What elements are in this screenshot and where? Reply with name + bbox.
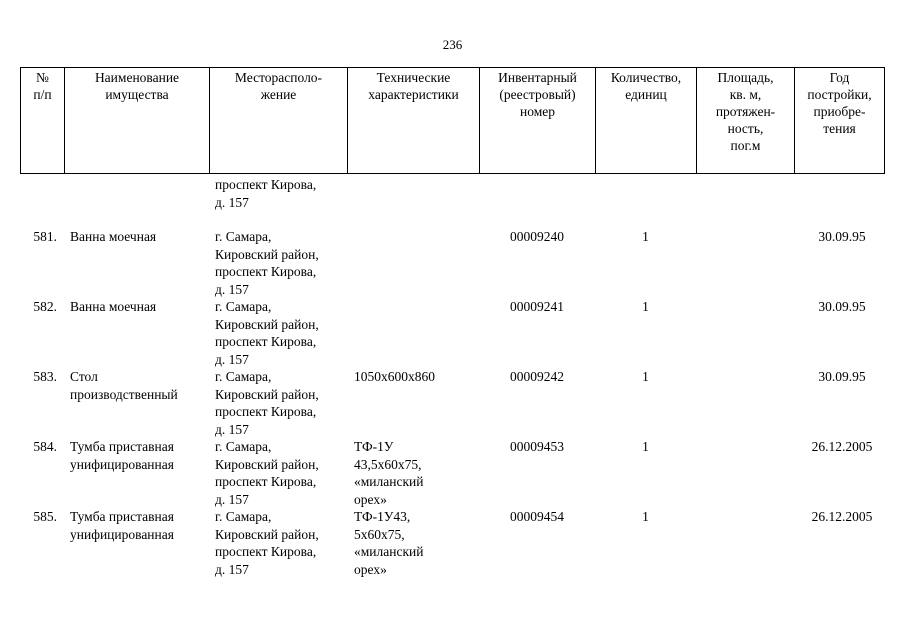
cell-inventory: 00009453: [510, 439, 564, 454]
table-body: [20, 176, 884, 578]
cell-tech: [347, 228, 479, 298]
cell-name: Стол производственный: [70, 369, 178, 402]
cell-inventory: 00009454: [510, 509, 564, 524]
cell-name: Тумба приставная унифицированная: [70, 509, 174, 542]
cell-number: 585.: [33, 509, 57, 524]
cell-number: 583.: [33, 369, 57, 384]
cell-number: 582.: [33, 299, 57, 314]
cell-year: 26.12.2005: [811, 439, 873, 454]
cell-year: 30.09.95: [818, 369, 866, 384]
cell-name: Ванна моечная: [70, 299, 157, 314]
cell-location: г. Самара, Кировский район, проспект Кирова, д. 157: [215, 369, 319, 437]
cell-tech: 1050х600х860: [354, 369, 435, 384]
cell-inventory: 00009241: [510, 299, 564, 314]
table-header: [20, 67, 885, 174]
cell-quantity: 1: [642, 509, 649, 524]
cell-inventory: 00009242: [510, 369, 564, 384]
header-col-number: № п/п: [21, 68, 65, 174]
cell-number: 581.: [33, 229, 57, 244]
cell-location: г. Самара, Кировский район, проспект Кирова, д. 157: [215, 439, 319, 507]
cell-year: 26.12.2005: [811, 509, 873, 524]
cell-quantity: 1: [642, 299, 649, 314]
cell-area: [696, 438, 794, 508]
table-row: [20, 368, 884, 438]
table-row: [20, 508, 884, 578]
cell-area: [696, 298, 794, 368]
header-col-quantity: Количество, единиц: [596, 68, 697, 174]
cell-tech: [347, 298, 479, 368]
cell-location: проспект Кирова, д. 157: [215, 177, 317, 210]
cell-tech: ТФ-1У43, 5х60х75, «миланский орех»: [354, 509, 424, 577]
header-col-inventory: Инвентарный (реестровый) номер: [480, 68, 596, 174]
cell-area: [696, 368, 794, 438]
table-row: [20, 228, 884, 298]
continuation-row: [20, 176, 884, 228]
cell-quantity: 1: [642, 229, 649, 244]
cell-quantity: 1: [642, 439, 649, 454]
cell-name: Ванна моечная: [70, 229, 157, 244]
cell-location: г. Самара, Кировский район, проспект Кирова, д. 157: [215, 509, 319, 577]
table-row: [20, 438, 884, 508]
cell-number: 584.: [33, 439, 57, 454]
cell-name: Тумба приставная унифицированная: [70, 439, 174, 472]
cell-location: г. Самара, Кировский район, проспект Кирова, д. 157: [215, 229, 319, 297]
cell-area: [696, 508, 794, 578]
cell-year: 30.09.95: [818, 229, 866, 244]
header-row: [21, 68, 885, 174]
cell-year: 30.09.95: [818, 299, 866, 314]
table-row: [20, 298, 884, 368]
cell-location: г. Самара, Кировский район, проспект Кирова, д. 157: [215, 299, 319, 367]
cell-tech: ТФ-1У 43,5х60х75, «миланский орех»: [354, 439, 424, 507]
page-number: 236: [442, 37, 463, 52]
header-col-location: Месторасполо- жение: [210, 68, 348, 174]
header-col-area: Площадь, кв. м, протяжен- ность, пог.м: [697, 68, 795, 174]
header-col-tech: Технические характеристики: [348, 68, 480, 174]
cell-inventory: 00009240: [510, 229, 564, 244]
header-col-name: Наименование имущества: [65, 68, 210, 174]
cell-quantity: 1: [642, 369, 649, 384]
header-col-year: Год постройки, приобре- тения: [795, 68, 885, 174]
cell-area: [696, 228, 794, 298]
